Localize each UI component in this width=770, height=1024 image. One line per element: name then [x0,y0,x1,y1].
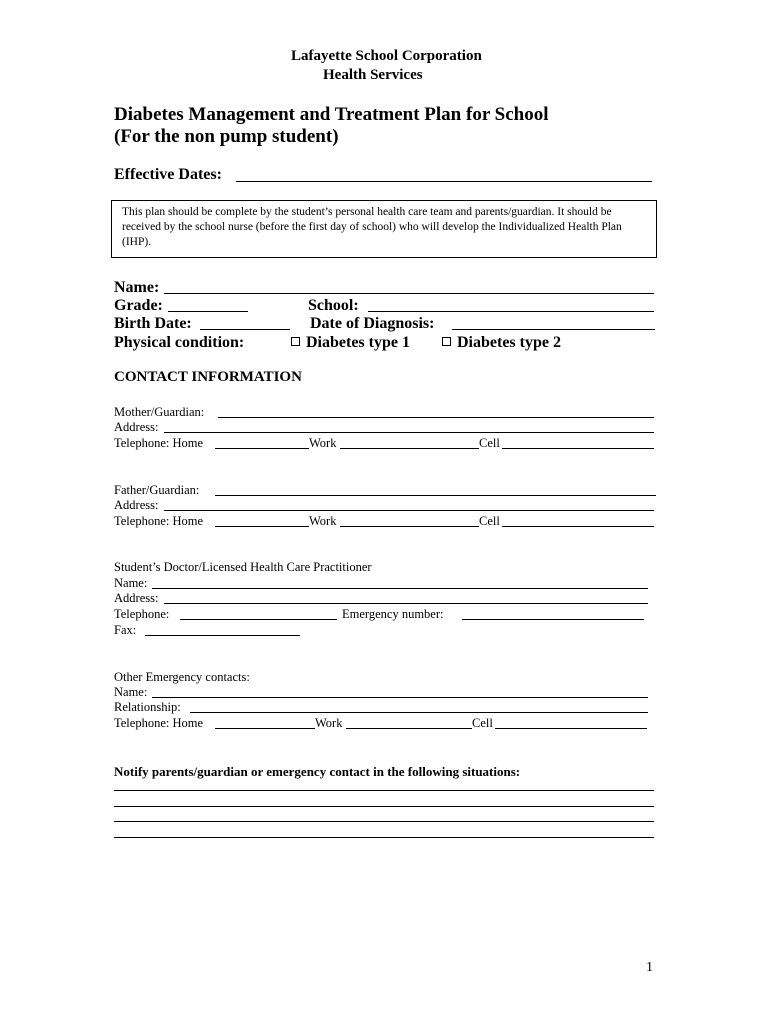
mother-guardian-field[interactable] [218,417,654,418]
doctor-phone-field[interactable] [180,619,337,620]
effective-dates-label: Effective Dates: [114,166,222,183]
diagnosis-date-field[interactable] [452,329,655,330]
grade-label: Grade: [114,297,163,314]
other-work-field[interactable] [346,728,472,729]
mother-cell-field[interactable] [502,448,654,449]
relationship-field[interactable] [190,712,648,713]
physical-condition-label: Physical condition: [114,334,245,351]
father-work-field[interactable] [340,526,479,527]
diabetes-type2-option[interactable] [442,334,561,352]
school-label: School: [308,297,359,314]
father-address-field[interactable] [164,510,654,511]
mother-address-field[interactable] [164,432,654,433]
diabetes-type1-label: Diabetes type 1 [306,334,410,351]
birth-date-field[interactable] [200,329,290,330]
organization-name: Lafayette School Corporation [291,48,482,64]
mother-phone-home-field[interactable] [215,448,309,449]
diabetes-type2-label: Diabetes type 2 [457,334,561,351]
doctor-fax-label: Fax: [114,623,137,637]
contact-info-heading: CONTACT INFORMATION [114,369,302,385]
instructions-box [111,200,657,258]
mother-phone-home-label: Telephone: Home [114,436,204,450]
father-phone-home-label: Telephone: Home [114,514,204,528]
department-name: Health Services [323,67,423,83]
other-work-label: Work [315,716,343,730]
other-cell-label: Cell [472,716,493,730]
instructions-text: This plan should be complete by the student’s personal health care team and parents/guardian. It should be received by the school nurse (before the first day of school) who will develop the Individualized Health Plan (IHP). [122,206,622,248]
diagnosis-date-label: Date of Diagnosis: [310,315,435,332]
doctor-emergency-field[interactable] [462,619,644,620]
grade-field[interactable] [168,311,248,312]
checkbox-icon[interactable] [291,337,300,346]
doctor-emergency-label: Emergency number: [342,607,444,621]
mother-cell-label: Cell [479,436,500,450]
relationship-label: Relationship: [114,700,181,714]
father-guardian-label: Father/Guardian: [114,483,200,497]
doctor-address-label: Address: [114,591,159,605]
notify-heading: Notify parents/guardian or emergency contact in the following situations: [114,764,521,779]
doctor-fax-field[interactable] [145,635,300,636]
father-cell-label: Cell [479,514,500,528]
name-label: Name: [114,279,160,296]
doctor-phone-label: Telephone: [114,607,170,621]
notify-line[interactable] [114,806,654,807]
doctor-name-field[interactable] [152,588,648,589]
mother-address-label: Address: [114,420,159,434]
form-subtitle: (For the non pump student) [114,126,339,147]
birth-date-label: Birth Date: [114,315,192,332]
notify-line[interactable] [114,821,654,822]
father-guardian-field[interactable] [215,495,656,496]
doctor-name-label: Name: [114,576,148,590]
notify-line[interactable] [114,790,654,791]
doctor-heading: Student’s Doctor/Licensed Health Care Practitioner [114,560,372,574]
effective-dates-field[interactable] [236,181,652,182]
doctor-address-field[interactable] [164,603,648,604]
page-number: 1 [646,960,653,975]
checkbox-icon[interactable] [442,337,451,346]
school-field[interactable] [368,311,654,312]
father-work-label: Work [309,514,337,528]
other-name-label: Name: [114,685,148,699]
notify-line[interactable] [114,837,654,838]
other-phone-home-label: Telephone: Home [114,716,204,730]
father-address-label: Address: [114,498,159,512]
mother-work-field[interactable] [340,448,479,449]
form-title: Diabetes Management and Treatment Plan for School [114,104,549,125]
mother-guardian-label: Mother/Guardian: [114,405,205,419]
other-phone-home-field[interactable] [215,728,315,729]
father-phone-home-field[interactable] [215,526,309,527]
other-contacts-heading: Other Emergency contacts: [114,670,250,684]
name-field[interactable] [164,293,654,294]
father-cell-field[interactable] [502,526,654,527]
diabetes-type1-option[interactable] [291,334,410,352]
other-cell-field[interactable] [495,728,647,729]
mother-work-label: Work [309,436,337,450]
other-name-field[interactable] [152,697,648,698]
